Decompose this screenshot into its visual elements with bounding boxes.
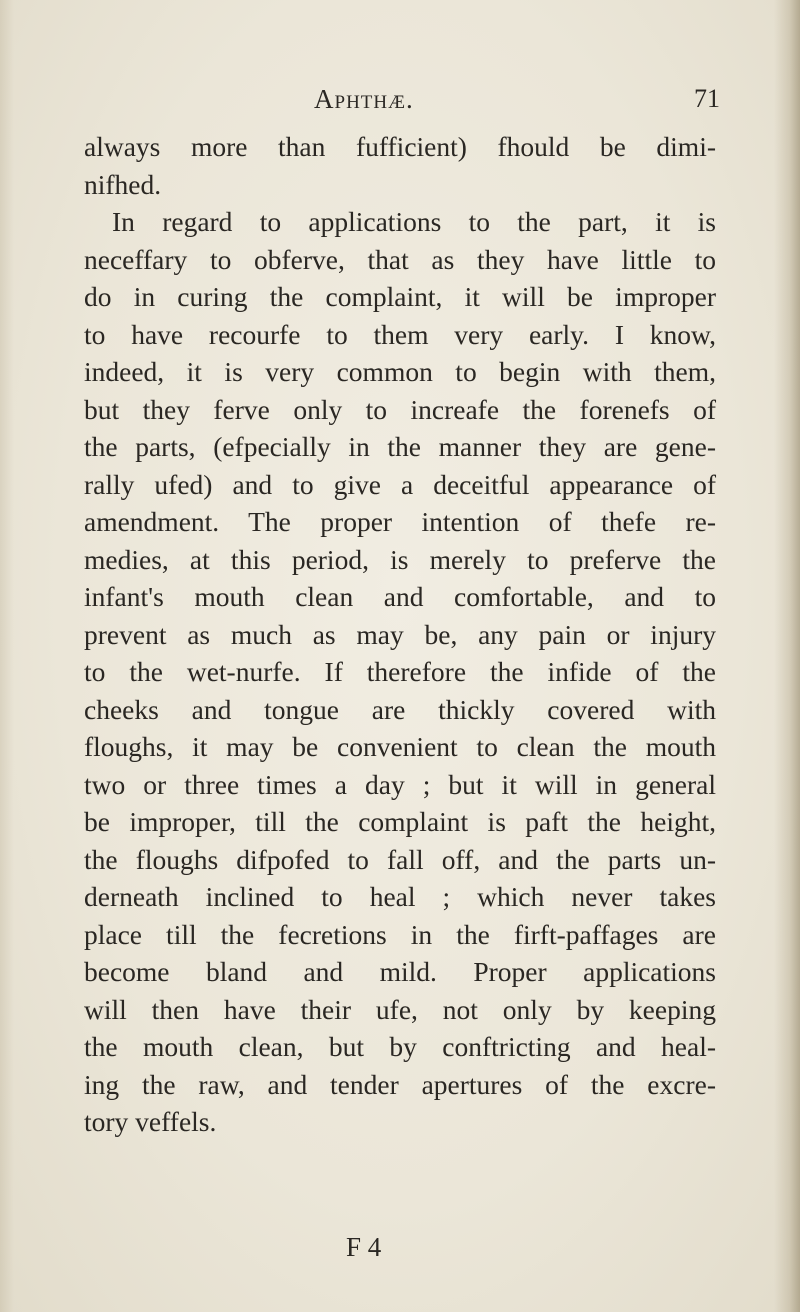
text-line: tory veffels. <box>84 1106 217 1137</box>
text-line: derneath inclined to heal ; which never takes <box>84 881 716 912</box>
text-line: will then have their ufe, not only by keeping <box>84 993 716 1025</box>
text-line: In regard to applications to the part, it is <box>112 206 716 237</box>
page-right-edge <box>774 0 800 1312</box>
text-line: the mouth clean, but by conftricting and heal- <box>84 1031 716 1062</box>
text-line: indeed, it is very common to begin with them, <box>84 356 716 387</box>
running-title: Aphthæ. <box>314 84 414 114</box>
text-line: infant's mouth clean and comfortable, and to <box>84 581 716 612</box>
text-line: become bland and mild. Proper applications <box>84 956 716 987</box>
text-line: to have recourfe to them very early. I know, <box>84 318 716 350</box>
body-text <box>84 128 716 1141</box>
page-header <box>60 84 720 124</box>
text-line: two or three times a day ; but it will in general <box>84 768 716 800</box>
text-line: ing the raw, and tender apertures of the excre- <box>84 1068 716 1100</box>
text-line: neceffary to obferve, that as they have little to <box>84 243 716 275</box>
text-line: medies, at this period, is merely to preferve the <box>84 543 716 575</box>
page-number: 71 <box>694 84 720 113</box>
signature-mark: F 4 <box>346 1232 382 1262</box>
text-line: the floughs difpofed to fall off, and the parts un- <box>84 843 716 875</box>
text-line: nifhed. <box>84 168 162 200</box>
text-line: floughs, it may be convenient to clean the mouth <box>84 731 716 762</box>
text-line: always more than fufficient) fhould be dimi- <box>84 131 716 162</box>
text-line: to the wet-nurfe. If therefore the infide of the <box>84 656 716 687</box>
text-line: rally ufed) and to give a deceitful appearance of <box>84 468 716 500</box>
text-line: be improper, till the complaint is paft the height, <box>84 806 716 837</box>
text-line: cheeks and tongue are thickly covered with <box>84 693 716 725</box>
page-left-edge <box>0 0 14 1312</box>
text-line: but they ferve only to increafe the forenefs of <box>84 393 716 425</box>
text-line: the parts, (efpecially in the manner they are gene- <box>84 431 716 462</box>
text-line: amendment. The proper intention of thefe re- <box>84 506 716 537</box>
text-line: place till the fecretions in the firft-paffages are <box>84 918 716 950</box>
text-line: prevent as much as may be, any pain or injury <box>84 618 716 650</box>
text-line: do in curing the complaint, it will be improper <box>84 281 716 312</box>
